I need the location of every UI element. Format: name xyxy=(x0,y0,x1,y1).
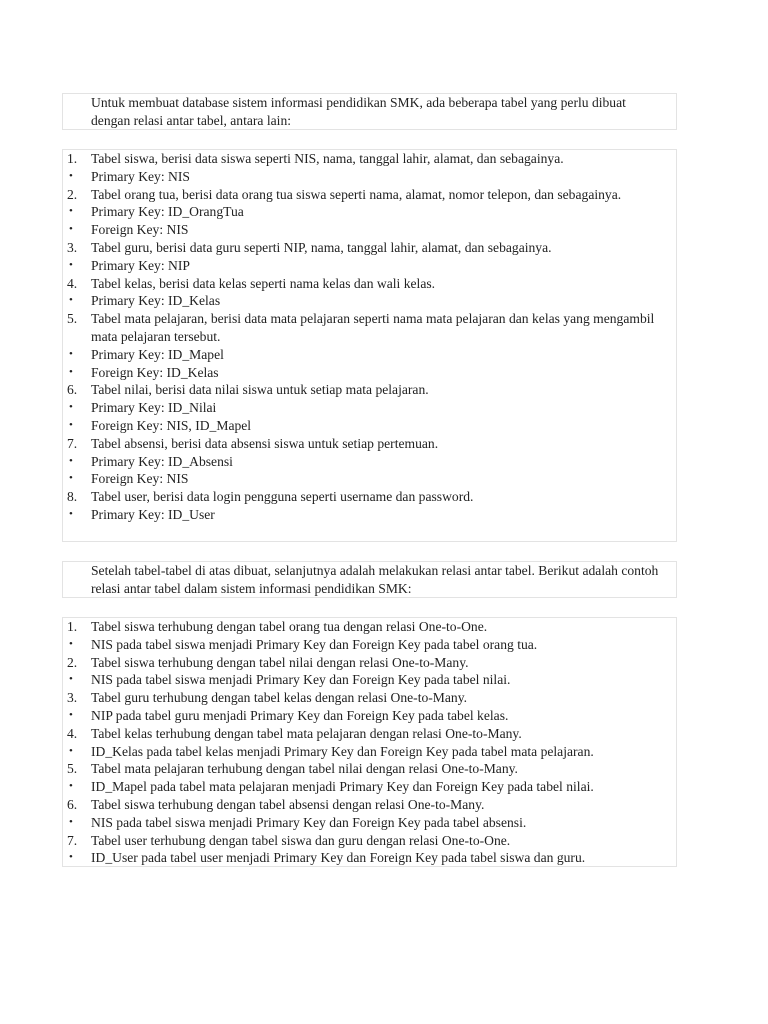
numbered-list-item xyxy=(63,760,676,778)
list-number: 3. xyxy=(67,690,78,706)
list-number: 7. xyxy=(67,435,78,451)
numbered-list-item xyxy=(63,186,676,204)
numbered-list-item xyxy=(63,275,676,293)
list-item-text: ID_User pada tabel user menjadi Primary Key dan Foreign Key pada tabel siswa dan guru. xyxy=(91,850,586,866)
list-item-text: Primary Key: ID_Mapel xyxy=(91,346,224,362)
bullet-marker: • xyxy=(69,472,73,485)
numbered-list-item xyxy=(63,725,676,743)
bullet-list-item xyxy=(63,636,676,654)
bullet-marker: • xyxy=(69,744,73,757)
list-item-text: Tabel absensi, berisi data absensi siswa untuk setiap pertemuan. xyxy=(91,435,439,451)
list-number: 2. xyxy=(67,654,78,670)
list-item-text: Tabel guru terhubung dengan tabel kelas dengan relasi One-to-Many. xyxy=(91,690,468,706)
intro-paragraph: Untuk membuat database sistem informasi pendidikan SMK, ada beberapa tabel yang perlu dibuat dengan relasi antar tabel, antara lain: xyxy=(91,95,626,128)
list-item-text: Primary Key: ID_Nilai xyxy=(91,400,217,416)
bullet-list-item xyxy=(63,346,676,364)
bullet-marker: • xyxy=(69,169,73,182)
bullet-list-item xyxy=(63,364,676,382)
list-item-text: Tabel guru, berisi data guru seperti NIP, nama, tanggal lahir, alamat, dan sebagainya. xyxy=(91,239,552,255)
list-item-text: Tabel mata pelajaran terhubung dengan tabel nilai dengan relasi One-to-Many. xyxy=(91,761,518,777)
bullet-marker: • xyxy=(69,365,73,378)
bullet-marker: • xyxy=(69,418,73,431)
bullet-list-item xyxy=(63,203,676,221)
list-number: 5. xyxy=(67,311,78,327)
bullet-list-item xyxy=(63,849,676,867)
numbered-list-item xyxy=(63,796,676,814)
bullet-list-item xyxy=(63,506,676,524)
bullet-marker: • xyxy=(69,851,73,864)
numbered-list-item xyxy=(63,150,676,168)
list-number: 6. xyxy=(67,382,78,398)
bullet-list-item xyxy=(63,168,676,186)
list-item-text: Primary Key: ID_OrangTua xyxy=(91,204,244,220)
list-item-text: Tabel kelas, berisi data kelas seperti nama kelas dan wali kelas. xyxy=(91,275,436,291)
bullet-list-item xyxy=(63,814,676,832)
bullet-marker: • xyxy=(69,401,73,414)
bullet-list-item xyxy=(63,671,676,689)
list-number: 2. xyxy=(67,186,78,202)
list-item-text: Primary Key: NIP xyxy=(91,257,190,273)
numbered-list-item xyxy=(63,618,676,636)
bullet-list-item xyxy=(63,399,676,417)
numbered-list-item xyxy=(63,381,676,399)
list-item-text: Tabel mata pelajaran, berisi data mata pelajaran seperti nama mata pelajaran dan kelas yang mengambil mata pelajaran tersebut. xyxy=(91,311,655,344)
bullet-list-item xyxy=(63,470,676,488)
list-item-text: Primary Key: ID_User xyxy=(91,506,215,522)
list-item-text: NIS pada tabel siswa menjadi Primary Key dan Foreign Key pada tabel absensi. xyxy=(91,814,527,830)
bullet-list-item xyxy=(63,257,676,275)
relations-list xyxy=(63,618,676,867)
list-number: 1. xyxy=(67,619,78,634)
list-number: 4. xyxy=(67,275,78,291)
bullet-list-item xyxy=(63,707,676,725)
list-item-text: Foreign Key: ID_Kelas xyxy=(91,364,219,380)
bullet-list-item xyxy=(63,417,676,435)
list-item-text: Tabel kelas terhubung dengan tabel mata pelajaran dengan relasi One-to-Many. xyxy=(91,725,522,741)
bullet-marker: • xyxy=(69,258,73,271)
relations-intro-box xyxy=(62,561,677,598)
list-item-text: Tabel siswa terhubung dengan tabel orang tua dengan relasi One-to-One. xyxy=(91,619,488,634)
list-number: 8. xyxy=(67,489,78,505)
relations-intro-paragraph: Setelah tabel-tabel di atas dibuat, selanjutnya adalah melakukan relasi antar tabel. Berikut adalah contoh relasi antar tabel dalam sistem informasi pendidikan SMK: xyxy=(91,563,659,596)
numbered-list-item xyxy=(63,488,676,506)
numbered-list-item xyxy=(63,239,676,257)
list-item-text: Tabel siswa terhubung dengan tabel nilai dengan relasi One-to-Many. xyxy=(91,654,469,670)
list-item-text: Tabel orang tua, berisi data orang tua siswa seperti nama, alamat, nomor telepon, dan sebagainya. xyxy=(91,186,622,202)
relations-list-box xyxy=(62,617,677,867)
bullet-marker: • xyxy=(69,223,73,236)
bullet-marker: • xyxy=(69,205,73,218)
numbered-list-item xyxy=(63,435,676,453)
bullet-list-item xyxy=(63,221,676,239)
list-item-text: Tabel siswa terhubung dengan tabel absensi dengan relasi One-to-Many. xyxy=(91,796,485,812)
list-item-text: NIP pada tabel guru menjadi Primary Key dan Foreign Key pada tabel kelas. xyxy=(91,707,509,723)
list-item-text: Tabel user terhubung dengan tabel siswa dan guru dengan relasi One-to-One. xyxy=(91,832,511,848)
list-item-text: NIS pada tabel siswa menjadi Primary Key dan Foreign Key pada tabel nilai. xyxy=(91,672,511,688)
numbered-list-item xyxy=(63,310,676,346)
bullet-marker: • xyxy=(69,637,73,650)
bullet-list-item xyxy=(63,292,676,310)
bullet-list-item xyxy=(63,453,676,471)
tables-list xyxy=(63,150,676,524)
list-item-text: Primary Key: ID_Kelas xyxy=(91,293,221,309)
bullet-list-item xyxy=(63,743,676,761)
bullet-marker: • xyxy=(69,780,73,793)
bullet-marker: • xyxy=(69,673,73,686)
bullet-marker: • xyxy=(69,454,73,467)
list-item-text: Foreign Key: NIS xyxy=(91,471,189,487)
list-item-text: ID_Kelas pada tabel kelas menjadi Primary Key dan Foreign Key pada tabel mata pelajaran. xyxy=(91,743,594,759)
list-item-text: Tabel nilai, berisi data nilai siswa untuk setiap mata pelajaran. xyxy=(91,382,429,398)
list-item-text: ID_Mapel pada tabel mata pelajaran menjadi Primary Key dan Foreign Key pada tabel nilai. xyxy=(91,779,594,795)
list-item-text: Foreign Key: NIS xyxy=(91,222,189,238)
numbered-list-item xyxy=(63,689,676,707)
list-item-text: Primary Key: NIS xyxy=(91,168,190,184)
tables-list-box xyxy=(62,149,677,542)
list-number: 7. xyxy=(67,832,78,848)
numbered-list-item xyxy=(63,832,676,850)
list-number: 5. xyxy=(67,761,78,777)
bullet-marker: • xyxy=(69,347,73,360)
list-number: 3. xyxy=(67,239,78,255)
bullet-marker: • xyxy=(69,294,73,307)
bullet-list-item xyxy=(63,778,676,796)
list-item-text: Tabel siswa, berisi data siswa seperti NIS, nama, tanggal lahir, alamat, dan sebagainya. xyxy=(91,151,564,166)
list-item-text: Tabel user, berisi data login pengguna seperti username dan password. xyxy=(91,489,474,505)
list-item-text: Primary Key: ID_Absensi xyxy=(91,453,233,469)
list-item-text: Foreign Key: NIS, ID_Mapel xyxy=(91,417,252,433)
bullet-marker: • xyxy=(69,708,73,721)
numbered-list-item xyxy=(63,654,676,672)
bullet-marker: • xyxy=(69,507,73,520)
intro-paragraph-box xyxy=(62,93,677,130)
list-item-text: NIS pada tabel siswa menjadi Primary Key dan Foreign Key pada tabel orang tua. xyxy=(91,636,538,652)
list-number: 6. xyxy=(67,796,78,812)
bullet-marker: • xyxy=(69,815,73,828)
list-number: 1. xyxy=(67,151,78,166)
list-number: 4. xyxy=(67,725,78,741)
